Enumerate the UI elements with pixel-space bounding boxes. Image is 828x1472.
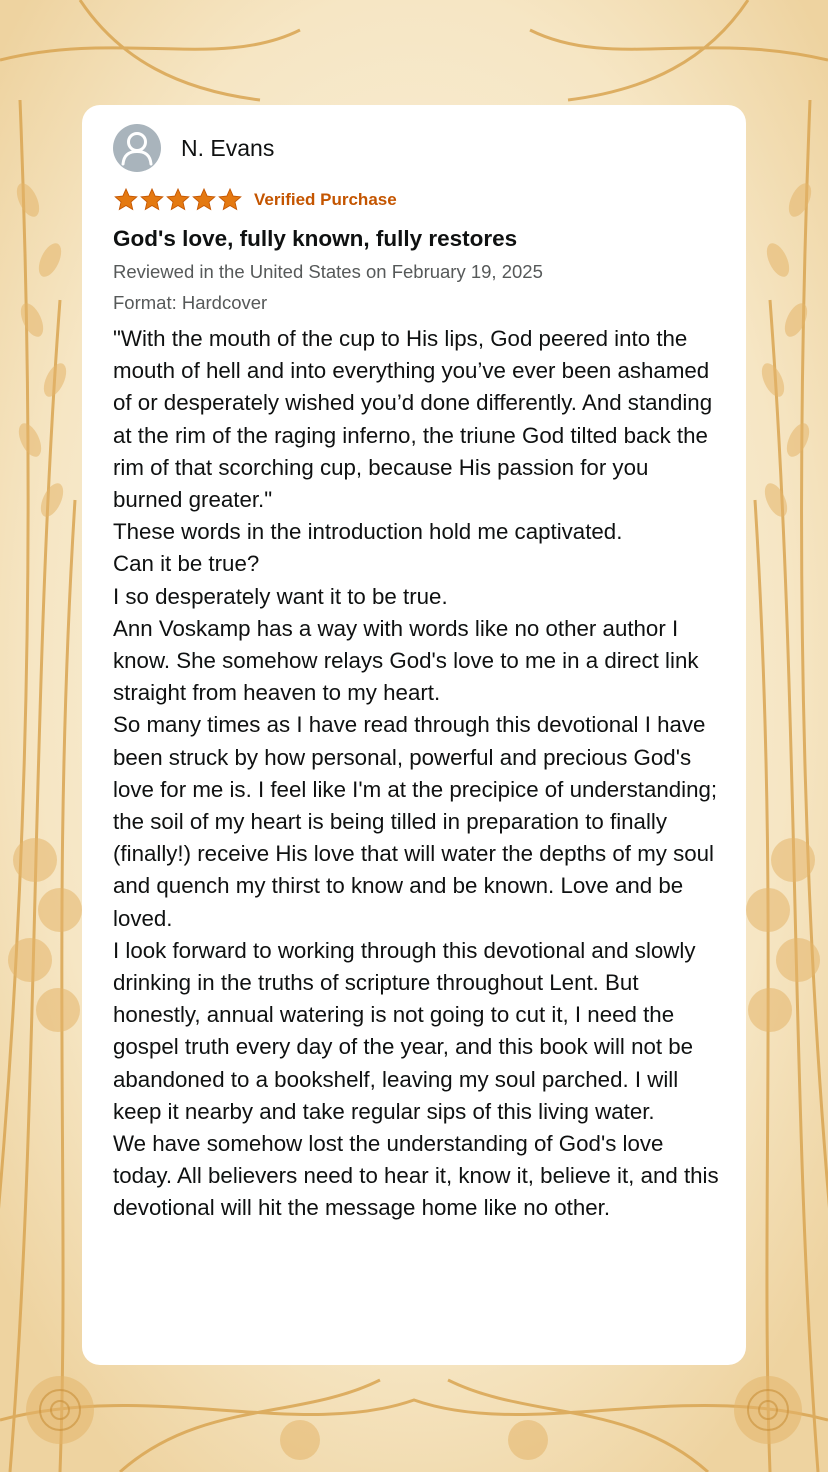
star-icon	[139, 187, 165, 213]
review-date: Reviewed in the United States on February 19, 2025	[113, 261, 543, 282]
user-silhouette-icon[interactable]	[113, 124, 161, 172]
star-rating[interactable]	[113, 187, 243, 213]
review-body: "With the mouth of the cup to His lips, God peered into the mouth of hell and into everything you’ve ever been ashamed of or desperately wished you’d done differently. And standing at the rim of the raging inferno, the triune God tilted back the rim of that scorching cup, because His passion for you burned greater." These words in the introduction hold me captivated. Can it be true? I so desperately want it to be true. Ann Voskamp has a way with words like no other author I know. She somehow relays God's love to me in a direct link straight from heaven to my heart. So many times as I have read through this devotional I have been struck by how personal, powerful and precious God's love for me is. I feel like I'm at the precipice of understanding; the soil of my heart is being tilled in preparation to finally (finally!) receive His love that will water the depths of my soul and quench my thirst to know and be known. Love and be loved. I look forward to working through this devotional and slowly drinking in the truths of scripture throughout Lent. But honestly, annual watering is not going to cut it, I need the gospel truth every day of the year, and this book will not be abandoned to a bookshelf, leaving my soul parched. I will keep it nearby and take regular sips of this living water. We have somehow lost the understanding of God's love today. All believers need to hear it, know it, believe it, and this devotional will hit the message home like no other.	[113, 326, 719, 1221]
star-icon	[165, 187, 191, 213]
star-icon	[113, 187, 139, 213]
verified-purchase-badge: Verified Purchase	[254, 190, 397, 209]
review-header	[113, 123, 716, 173]
review-card	[82, 105, 746, 1365]
review-format[interactable]: Format: Hardcover	[113, 292, 268, 313]
star-icon	[217, 187, 243, 213]
reviewer-name[interactable]: N. Evans	[181, 134, 275, 161]
review-title[interactable]: God's love, fully known, fully restores	[113, 226, 518, 251]
rating-row	[113, 187, 716, 213]
star-icon	[191, 187, 217, 213]
